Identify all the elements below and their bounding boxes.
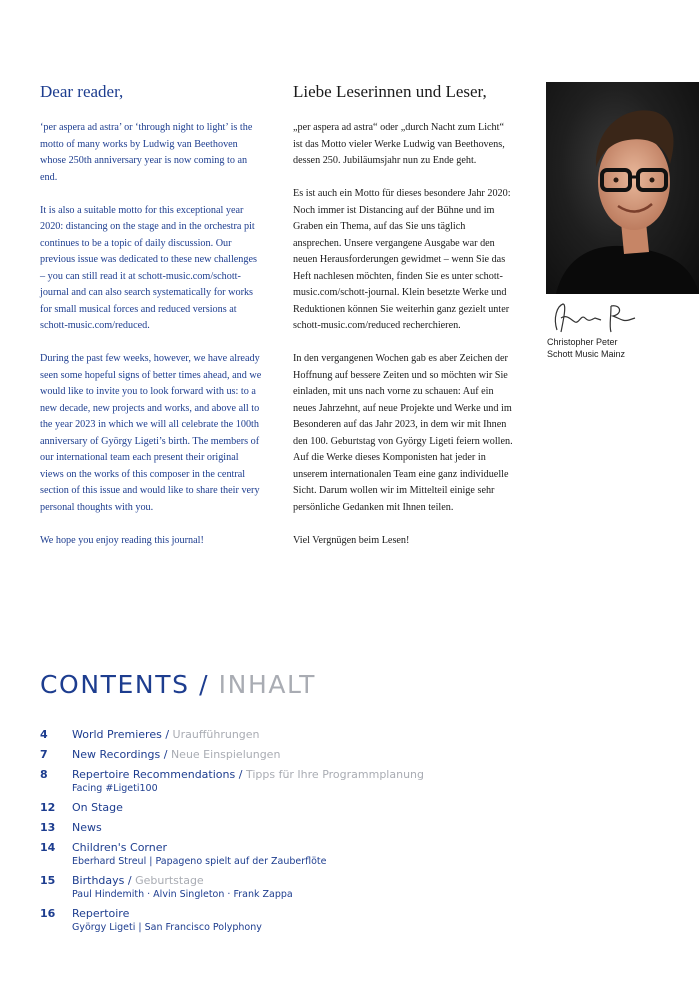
toc-item[interactable] bbox=[40, 727, 640, 742]
toc-title-line bbox=[72, 906, 640, 921]
toc-title-separator: / bbox=[161, 728, 173, 741]
toc-item[interactable] bbox=[40, 906, 640, 934]
signature bbox=[549, 300, 639, 336]
toc-title: News bbox=[72, 821, 102, 834]
editorial-paragraph-de: Viel Vergnügen beim Lesen! bbox=[293, 534, 410, 546]
author-name: Christopher Peter bbox=[547, 337, 618, 347]
toc-item-body bbox=[72, 906, 640, 934]
contents-title-de: INHALT bbox=[218, 670, 317, 699]
toc-item-body bbox=[72, 873, 640, 901]
toc-title-de: Uraufführungen bbox=[172, 728, 260, 741]
toc-item[interactable] bbox=[40, 820, 640, 835]
editorial-german bbox=[293, 82, 515, 566]
toc-item[interactable] bbox=[40, 767, 640, 795]
toc-page-number: 14 bbox=[40, 841, 56, 854]
toc-subtitle: Eberhard Streul | Papageno spielt auf der Zauberflöte bbox=[72, 856, 327, 867]
contents-title bbox=[40, 670, 316, 699]
editorial-heading-en: Dear reader, bbox=[40, 82, 124, 101]
toc-title-line bbox=[72, 873, 640, 888]
editorial-english bbox=[40, 82, 262, 566]
editorial-paragraph-en: It is also a suitable motto for this exceptional year 2020: distancing on the stage and in the orchestra pit continues to be a topic of daily discussion. Our previous issue was dedicated to these new challenges – you can still read it at schott-music.com/schott-journal and can also search systematically for works for small musical forces and reduced versions at schott-music.com/reduced. bbox=[40, 204, 257, 331]
toc-item-body bbox=[72, 800, 640, 815]
toc-page-number: 12 bbox=[40, 801, 56, 814]
toc-page-number: 4 bbox=[40, 728, 48, 741]
toc-title-separator: / bbox=[235, 768, 246, 781]
toc-item[interactable] bbox=[40, 747, 640, 762]
toc-subtitle: Facing #Ligeti100 bbox=[72, 783, 158, 794]
toc-item-body bbox=[72, 767, 640, 795]
toc-title: Repertoire Recommendations bbox=[72, 768, 236, 781]
contents-title-en: CONTENTS bbox=[40, 670, 190, 699]
toc-title: Birthdays bbox=[72, 874, 125, 887]
table-of-contents bbox=[40, 727, 640, 939]
editorial-paragraph-en: ‘per aspera ad astra’ or ‘through night to light’ is the motto of many works by Ludwig van Beethoven whose 250th anniversary year is now coming to an end. bbox=[40, 122, 253, 183]
toc-title-separator: / bbox=[160, 748, 171, 761]
editorial-paragraph-en: We hope you enjoy reading this journal! bbox=[40, 534, 204, 546]
editorial-paragraph-de: „per aspera ad astra“ oder „durch Nacht zum Licht“ ist das Motto vieler Werke Ludwig van Beethovens, dessen 250. Jubiläumsjahr nun zu Ende geht. bbox=[293, 122, 505, 166]
author-caption bbox=[547, 336, 625, 360]
toc-title-de: Geburtstage bbox=[135, 874, 204, 887]
toc-title: On Stage bbox=[72, 801, 123, 814]
editorial-paragraph-en: During the past few weeks, however, we have already seen some hopeful signs of better times ahead, and we would like to invite you to look forward with us: to a new decade, new projects and works, and above all to the year 2023 in which we will all celebrate the 100th anniversary of György Ligeti’s birth. The members of our international team each present their original views on the works of this composer in the central section of this issue and would like to share their very personal thoughts with you. bbox=[40, 353, 262, 513]
toc-item[interactable] bbox=[40, 840, 640, 868]
toc-page-number: 16 bbox=[40, 907, 56, 920]
toc-title-de: Neue Einspielungen bbox=[170, 748, 281, 761]
author-photo bbox=[546, 82, 699, 294]
toc-item[interactable] bbox=[40, 873, 640, 901]
toc-title-line bbox=[72, 747, 640, 762]
toc-title-line bbox=[72, 820, 640, 835]
toc-title: World Premieres bbox=[72, 728, 162, 741]
editorial-heading-de: Liebe Leserinnen und Leser, bbox=[293, 82, 487, 101]
author-organization: Schott Music Mainz bbox=[547, 349, 626, 359]
toc-title: Repertoire bbox=[72, 907, 130, 920]
toc-item-body bbox=[72, 727, 640, 742]
toc-item-body bbox=[72, 840, 640, 868]
toc-title: New Recordings bbox=[72, 748, 161, 761]
editorial-paragraph-de: In den vergangenen Wochen gab es aber Zeichen der Hoffnung auf bessere Zeiten und so möchten wir Sie einladen, mit uns nach vorne zu schauen: Auf ein neues Jahrzehnt, auf neue Projekte und Werke und im Besonderen auf das Jahr 2023, in dem wir mit Ihnen den 100. Geburtstag von György Ligeti feiern wollen. Auf die Werke dieses Komponisten hat jeder in unserem internationalen Team eine ganz individuelle Sicht. Darum wollen wir im Mittelteil einige sehr persönliche Gedanken mit Ihnen teilen. bbox=[293, 353, 513, 513]
toc-subtitle: Paul Hindemith · Alvin Singleton · Frank Zappa bbox=[72, 889, 293, 900]
editorial-paragraph-de: Es ist auch ein Motto für dieses besondere Jahr 2020: Noch immer ist Distancing auf der Bühne und im Graben ein Thema, auf das Sie uns täglich ansprechen. Unsere vergangene Ausgabe war den neuen Herausforderungen gewidmet – wenn Sie das Heft nachlesen möchten, finden Sie es unter schott-music.com/schott-journal. Klein besetzte Werke und Reduktionen können Sie weiterhin ganz gezielt unter schott-music.com/reduced recherchieren. bbox=[293, 188, 511, 331]
toc-title-line bbox=[72, 840, 640, 855]
toc-item-body bbox=[72, 747, 640, 762]
toc-page-number: 13 bbox=[40, 821, 56, 834]
toc-page-number: 15 bbox=[40, 874, 56, 887]
toc-title-line bbox=[72, 727, 640, 742]
toc-title-separator: / bbox=[124, 874, 136, 887]
contents-title-separator: / bbox=[189, 670, 219, 699]
toc-page-number: 7 bbox=[40, 748, 48, 761]
toc-title: Children's Corner bbox=[72, 841, 168, 854]
author-portrait-illustration bbox=[546, 82, 699, 294]
toc-page-number: 8 bbox=[40, 768, 48, 781]
toc-item-body bbox=[72, 820, 640, 835]
toc-title-line bbox=[72, 767, 640, 782]
toc-item[interactable] bbox=[40, 800, 640, 815]
toc-title-line bbox=[72, 800, 640, 815]
toc-title-de: Tipps für Ihre Programmplanung bbox=[245, 768, 424, 781]
toc-subtitle: György Ligeti | San Francisco Polyphony bbox=[72, 922, 262, 933]
